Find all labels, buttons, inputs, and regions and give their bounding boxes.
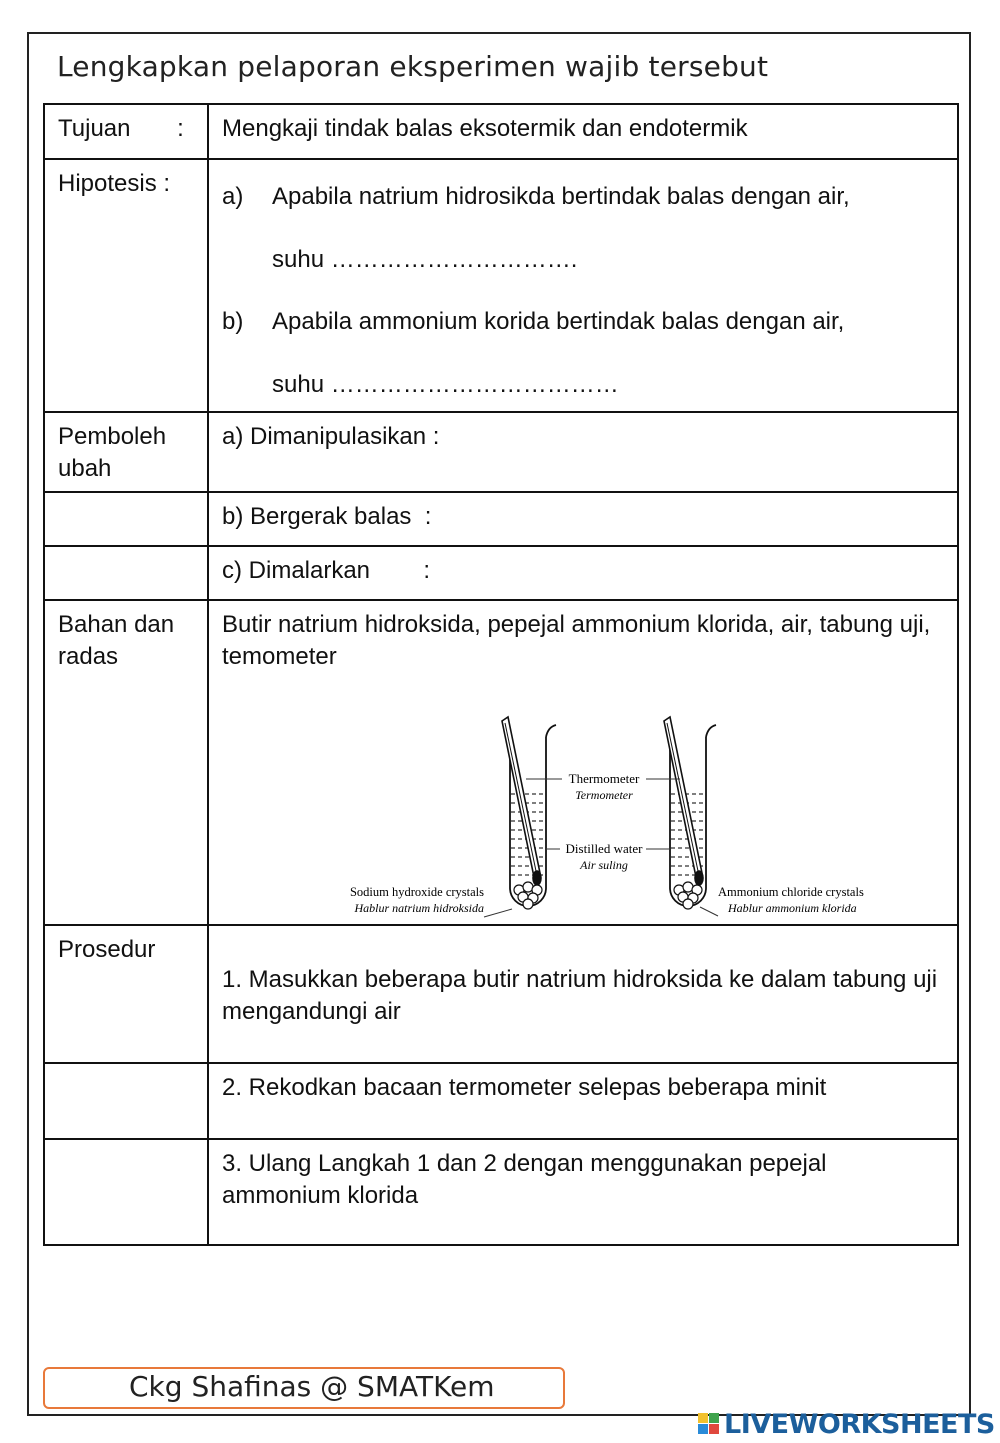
liveworksheets-logo (698, 1407, 995, 1441)
naoh-crystals-ms-label: Hablur natrium hidroksida (354, 901, 484, 915)
row-bahan-radas (44, 600, 958, 925)
naoh-crystals-label: Sodium hydroxide crystals (349, 885, 484, 899)
row-prosedur (44, 925, 958, 1063)
procedure-step-1: 1. Masukkan beberapa butir natrium hidroksida ke dalam tabung uji mengandungi air (208, 925, 958, 1063)
pemboleh-ubah-label: Pemboleh ubah (44, 412, 208, 492)
empty-cell (44, 1063, 208, 1139)
bahan-radas-label: Bahan dan radas (44, 600, 208, 925)
row-pemboleh-ubah (44, 412, 958, 492)
empty-cell (44, 1139, 208, 1245)
thermometer-label: Thermometer (568, 771, 640, 786)
liveworksheets-mark-icon (698, 1413, 720, 1435)
hypothesis-a-text: Apabila natrium hidrosikda bertindak balas dengan air, (272, 183, 850, 210)
row-responding (44, 492, 958, 546)
row-tujuan (44, 104, 958, 159)
procedure-step-2: 2. Rekodkan bacaan termometer selepas beberapa minit (208, 1063, 958, 1139)
liveworksheets-text: LIVEWORKSHEETS (724, 1408, 995, 1440)
experiment-report-table (43, 103, 959, 1246)
empty-cell (44, 546, 208, 600)
left-crystals (514, 882, 542, 909)
row-step-2 (44, 1063, 958, 1139)
materials-text: Butir natrium hidroksida, pepejal ammonium klorida, air, tabung uji, temometer (222, 611, 931, 670)
page-title: Lengkapkan pelaporan eksperimen wajib tersebut (57, 50, 769, 83)
prosedur-label: Prosedur (44, 925, 208, 1063)
bahan-radas-content (208, 600, 958, 925)
tujuan-value: Mengkaji tindak balas eksotermik dan endotermik (208, 104, 958, 159)
procedure-step-3: 3. Ulang Langkah 1 dan 2 dengan menggunakan pepejal ammonium klorida (208, 1139, 958, 1245)
hypothesis-b (222, 307, 944, 337)
row-step-3 (44, 1139, 958, 1245)
manipulated-variable[interactable]: a) Dimanipulasikan : (208, 412, 958, 492)
right-crystals (674, 882, 702, 909)
row-hipotesis (44, 159, 958, 412)
hypothesis-b-text: Apabila ammonium korida bertindak balas dengan air, (272, 308, 845, 335)
left-thermometer (502, 717, 541, 885)
air-suling-label: Air suling (580, 858, 628, 872)
tujuan-label: Tujuan : (44, 104, 208, 159)
empty-cell (44, 492, 208, 546)
constant-variable[interactable]: c) Dimalarkan : (208, 546, 958, 600)
hypothesis-a-marker: a) (222, 183, 244, 210)
apparatus-svg (222, 673, 944, 918)
footer-credit: Ckg Shafinas @ SMATKem (129, 1370, 495, 1403)
apparatus-diagram (222, 673, 944, 918)
hypothesis-b-blank[interactable]: suhu ……………………………… (272, 371, 619, 398)
responding-variable[interactable]: b) Bergerak balas : (208, 492, 958, 546)
termometer-label: Termometer (575, 788, 633, 802)
nh4cl-crystals-label: Ammonium chloride crystals (718, 885, 864, 899)
hipotesis-content (208, 159, 958, 412)
row-constant (44, 546, 958, 600)
hypothesis-b-marker: b) (222, 308, 244, 335)
nh4cl-crystals-ms-label: Hablur ammonium klorida (728, 901, 857, 915)
hypothesis-a-blank[interactable]: suhu …………………………. (272, 246, 578, 273)
distilled-water-label: Distilled water (565, 841, 643, 856)
hipotesis-label: Hipotesis : (44, 159, 208, 412)
hypothesis-a (222, 182, 944, 212)
